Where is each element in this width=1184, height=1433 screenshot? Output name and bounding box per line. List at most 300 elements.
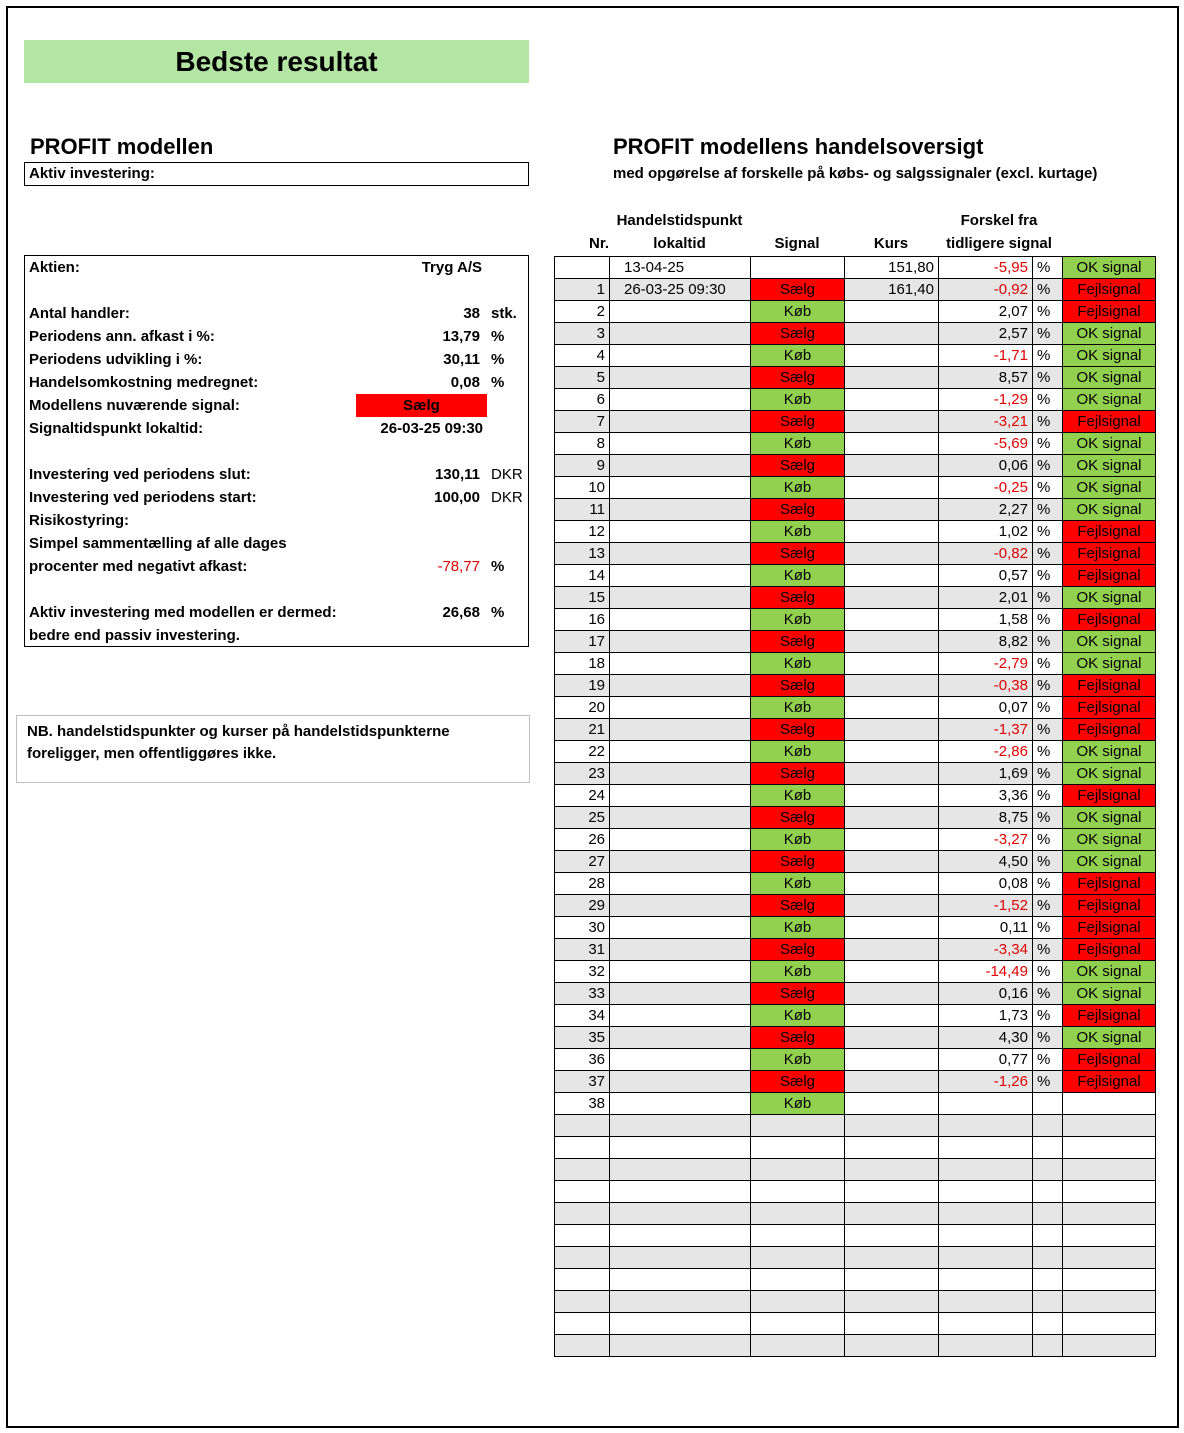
trade-timestamp xyxy=(610,455,751,477)
summary-row-aktien xyxy=(25,256,528,279)
trade-kurs xyxy=(845,323,939,345)
trade-timestamp xyxy=(610,983,751,1005)
trade-percent-sign xyxy=(1033,1247,1063,1269)
trade-difference xyxy=(939,1093,1033,1115)
trade-nr: 33 xyxy=(555,983,610,1005)
summary-label: Handelsomkostning medregnet: xyxy=(29,374,259,391)
trade-nr: 12 xyxy=(555,521,610,543)
table-row xyxy=(555,1181,1156,1203)
trade-difference: -1,71 xyxy=(939,345,1033,367)
summary-row-signaltidspunkt xyxy=(25,417,528,440)
table-row xyxy=(555,389,1156,411)
trade-result: Fejlsignal xyxy=(1063,279,1156,301)
trade-nr: 8 xyxy=(555,433,610,455)
trade-signal: Sælg xyxy=(751,499,845,521)
trade-difference: -1,37 xyxy=(939,719,1033,741)
trade-kurs xyxy=(845,895,939,917)
trade-signal: Sælg xyxy=(751,367,845,389)
trade-timestamp xyxy=(610,1181,751,1203)
nb-note: NB. handelstidspunkter og kurser på handelstidspunkterne foreligger, men offentliggøres ikke. xyxy=(16,715,530,783)
trade-difference: -1,29 xyxy=(939,389,1033,411)
trade-kurs xyxy=(845,499,939,521)
trade-timestamp xyxy=(610,1269,751,1291)
trade-nr: 31 xyxy=(555,939,610,961)
trade-result xyxy=(1063,1181,1156,1203)
trade-signal: Køb xyxy=(751,961,845,983)
trade-result xyxy=(1063,1093,1156,1115)
trade-nr: 29 xyxy=(555,895,610,917)
trade-signal: Køb xyxy=(751,785,845,807)
summary-label: Signaltidspunkt lokaltid: xyxy=(29,420,204,437)
trade-nr xyxy=(555,1115,610,1137)
trade-difference xyxy=(939,1335,1033,1357)
trade-nr: 20 xyxy=(555,697,610,719)
summary-row-dermed xyxy=(25,601,528,624)
trade-timestamp: 13-04-25 xyxy=(610,257,751,279)
trade-nr: 22 xyxy=(555,741,610,763)
trade-nr xyxy=(555,1159,610,1181)
trade-signal: Køb xyxy=(751,301,845,323)
trade-timestamp xyxy=(610,961,751,983)
table-row xyxy=(555,719,1156,741)
trade-timestamp xyxy=(610,829,751,851)
trade-nr xyxy=(555,1225,610,1247)
trade-kurs xyxy=(845,543,939,565)
trade-difference: 0,16 xyxy=(939,983,1033,1005)
trade-difference: 1,02 xyxy=(939,521,1033,543)
summary-value: 30,11 xyxy=(443,351,480,368)
trade-signal: Køb xyxy=(751,1005,845,1027)
trade-signal: Køb xyxy=(751,477,845,499)
table-row xyxy=(555,1247,1156,1269)
trade-timestamp xyxy=(610,719,751,741)
trade-difference: 2,07 xyxy=(939,301,1033,323)
trade-timestamp xyxy=(610,1247,751,1269)
trade-signal xyxy=(751,1313,845,1335)
trade-kurs xyxy=(845,345,939,367)
trade-difference xyxy=(939,1225,1033,1247)
trade-result: Fejlsignal xyxy=(1063,411,1156,433)
trade-timestamp xyxy=(610,477,751,499)
summary-box xyxy=(24,255,529,647)
header-diff-line2: tidligere signal xyxy=(946,235,1052,252)
trade-timestamp xyxy=(610,741,751,763)
trade-nr: 28 xyxy=(555,873,610,895)
trade-percent-sign: % xyxy=(1033,499,1063,521)
header-ts-line1: Handelstidspunkt xyxy=(616,212,743,229)
trade-difference: -5,95 xyxy=(939,257,1033,279)
trade-timestamp xyxy=(610,807,751,829)
trade-signal: Køb xyxy=(751,1093,845,1115)
trade-difference: 1,69 xyxy=(939,763,1033,785)
trade-kurs xyxy=(845,939,939,961)
trade-kurs xyxy=(845,807,939,829)
trade-kurs xyxy=(845,1093,939,1115)
trade-percent-sign: % xyxy=(1033,389,1063,411)
trade-result: OK signal xyxy=(1063,961,1156,983)
trade-timestamp xyxy=(610,543,751,565)
summary-label: Investering ved periodens start: xyxy=(29,489,257,506)
summary-unit: % xyxy=(491,558,505,575)
trade-nr: 27 xyxy=(555,851,610,873)
trade-kurs xyxy=(845,719,939,741)
trade-result: OK signal xyxy=(1063,807,1156,829)
trade-result: Fejlsignal xyxy=(1063,939,1156,961)
summary-row-signal xyxy=(25,394,528,417)
trade-timestamp xyxy=(610,895,751,917)
right-subheading: med opgørelse af forskelle på købs- og salgssignaler (excl. kurtage) xyxy=(613,165,1098,182)
trade-kurs xyxy=(845,301,939,323)
trade-kurs xyxy=(845,1225,939,1247)
trade-signal: Køb xyxy=(751,389,845,411)
trade-difference: 8,82 xyxy=(939,631,1033,653)
trade-nr xyxy=(555,257,610,279)
summary-row-risikostyring xyxy=(25,509,528,532)
trade-difference xyxy=(939,1115,1033,1137)
header-signal: Signal xyxy=(774,235,820,252)
trade-signal: Sælg xyxy=(751,851,845,873)
trade-kurs xyxy=(845,917,939,939)
table-row xyxy=(555,301,1156,323)
trade-result xyxy=(1063,1313,1156,1335)
trade-percent-sign: % xyxy=(1033,675,1063,697)
trade-nr xyxy=(555,1335,610,1357)
summary-row-start xyxy=(25,486,528,509)
table-row xyxy=(555,895,1156,917)
trade-difference: 2,27 xyxy=(939,499,1033,521)
trade-signal: Sælg xyxy=(751,587,845,609)
trade-difference: -0,92 xyxy=(939,279,1033,301)
table-row xyxy=(555,1005,1156,1027)
trade-nr xyxy=(555,1269,610,1291)
trade-difference: 0,07 xyxy=(939,697,1033,719)
trade-percent-sign: % xyxy=(1033,609,1063,631)
trade-difference: -2,79 xyxy=(939,653,1033,675)
summary-value: 13,79 xyxy=(442,328,480,345)
table-row xyxy=(555,455,1156,477)
trade-timestamp xyxy=(610,521,751,543)
trade-result: Fejlsignal xyxy=(1063,1049,1156,1071)
trade-result: Fejlsignal xyxy=(1063,1005,1156,1027)
table-row xyxy=(555,543,1156,565)
trade-percent-sign xyxy=(1033,1313,1063,1335)
summary-value: 100,00 xyxy=(434,489,480,506)
table-row xyxy=(555,1049,1156,1071)
trade-signal: Sælg xyxy=(751,631,845,653)
summary-label: Modellens nuværende signal: xyxy=(29,397,240,414)
summary-unit: DKR xyxy=(491,466,523,483)
trade-result: Fejlsignal xyxy=(1063,785,1156,807)
trade-result xyxy=(1063,1335,1156,1357)
right-heading: PROFIT modellens handelsoversigt xyxy=(613,134,984,159)
trade-percent-sign: % xyxy=(1033,829,1063,851)
trade-signal: Sælg xyxy=(751,675,845,697)
trade-timestamp xyxy=(610,917,751,939)
trade-result: OK signal xyxy=(1063,763,1156,785)
trade-nr xyxy=(555,1181,610,1203)
trade-percent-sign xyxy=(1033,1093,1063,1115)
trade-timestamp xyxy=(610,939,751,961)
trade-difference: 0,57 xyxy=(939,565,1033,587)
trade-nr xyxy=(555,1247,610,1269)
table-row xyxy=(555,1093,1156,1115)
trade-nr: 15 xyxy=(555,587,610,609)
header-kurs: Kurs xyxy=(873,235,909,252)
trade-nr: 4 xyxy=(555,345,610,367)
trade-nr xyxy=(555,1313,610,1335)
table-row xyxy=(555,609,1156,631)
trade-result: Fejlsignal xyxy=(1063,301,1156,323)
trade-nr xyxy=(555,1203,610,1225)
trade-timestamp: 26-03-25 09:30 xyxy=(610,279,751,301)
trade-percent-sign xyxy=(1033,1137,1063,1159)
table-row xyxy=(555,1225,1156,1247)
trade-result: OK signal xyxy=(1063,631,1156,653)
table-row xyxy=(555,807,1156,829)
trade-kurs xyxy=(845,829,939,851)
trade-result: Fejlsignal xyxy=(1063,873,1156,895)
header-ts-line2: lokaltid xyxy=(653,235,706,252)
trade-percent-sign: % xyxy=(1033,961,1063,983)
trade-signal xyxy=(751,1181,845,1203)
summary-row-udvikling xyxy=(25,348,528,371)
trade-result: Fejlsignal xyxy=(1063,565,1156,587)
trade-kurs: 151,80 xyxy=(845,257,939,279)
trade-timestamp xyxy=(610,565,751,587)
trade-difference: 4,30 xyxy=(939,1027,1033,1049)
trade-timestamp xyxy=(610,1225,751,1247)
trade-timestamp xyxy=(610,631,751,653)
trade-difference: 3,36 xyxy=(939,785,1033,807)
trade-timestamp xyxy=(610,697,751,719)
trade-percent-sign: % xyxy=(1033,763,1063,785)
trade-nr: 5 xyxy=(555,367,610,389)
trade-difference: 4,50 xyxy=(939,851,1033,873)
trade-difference xyxy=(939,1247,1033,1269)
summary-label: procenter med negativt afkast: xyxy=(29,558,248,575)
summary-value: 26,68 xyxy=(442,604,480,621)
trade-difference xyxy=(939,1137,1033,1159)
trade-kurs xyxy=(845,1269,939,1291)
trade-kurs xyxy=(845,411,939,433)
trade-result: Fejlsignal xyxy=(1063,521,1156,543)
table-row xyxy=(555,983,1156,1005)
trade-nr: 23 xyxy=(555,763,610,785)
trade-percent-sign: % xyxy=(1033,697,1063,719)
table-row xyxy=(555,587,1156,609)
trade-percent-sign xyxy=(1033,1115,1063,1137)
trade-result: OK signal xyxy=(1063,829,1156,851)
trade-kurs xyxy=(845,587,939,609)
table-row xyxy=(555,675,1156,697)
table-row xyxy=(555,785,1156,807)
trade-nr: 32 xyxy=(555,961,610,983)
trade-kurs xyxy=(845,455,939,477)
summary-row-ann-afkast xyxy=(25,325,528,348)
summary-unit: % xyxy=(491,328,505,345)
trade-kurs xyxy=(845,1005,939,1027)
trade-kurs xyxy=(845,1049,939,1071)
table-row xyxy=(555,1313,1156,1335)
table-row xyxy=(555,961,1156,983)
trade-nr xyxy=(555,1137,610,1159)
summary-label: Aktiv investering med modellen er dermed: xyxy=(29,604,337,621)
trade-nr: 25 xyxy=(555,807,610,829)
trade-signal xyxy=(751,1203,845,1225)
trade-nr: 38 xyxy=(555,1093,610,1115)
trade-percent-sign: % xyxy=(1033,411,1063,433)
table-row xyxy=(555,851,1156,873)
trade-nr: 2 xyxy=(555,301,610,323)
header-nr: Nr. xyxy=(588,235,609,252)
trade-result xyxy=(1063,1269,1156,1291)
trade-result: OK signal xyxy=(1063,983,1156,1005)
trade-difference: 2,01 xyxy=(939,587,1033,609)
summary-label: Aktien: xyxy=(29,259,80,276)
trade-nr: 34 xyxy=(555,1005,610,1027)
trade-timestamp xyxy=(610,785,751,807)
trade-kurs xyxy=(845,1203,939,1225)
trade-kurs xyxy=(845,1335,939,1357)
trade-signal xyxy=(751,1335,845,1357)
trade-difference: -1,26 xyxy=(939,1071,1033,1093)
table-row xyxy=(555,521,1156,543)
trade-percent-sign: % xyxy=(1033,587,1063,609)
trade-difference xyxy=(939,1313,1033,1335)
summary-label: Periodens ann. afkast i %: xyxy=(29,328,215,345)
trade-signal: Sælg xyxy=(751,719,845,741)
trade-nr: 19 xyxy=(555,675,610,697)
trade-timestamp xyxy=(610,587,751,609)
trade-percent-sign: % xyxy=(1033,433,1063,455)
trade-signal: Sælg xyxy=(751,1027,845,1049)
trade-kurs xyxy=(845,653,939,675)
table-row xyxy=(555,411,1156,433)
summary-row-bedre xyxy=(25,624,528,647)
trade-percent-sign: % xyxy=(1033,741,1063,763)
trade-kurs xyxy=(845,873,939,895)
trade-signal xyxy=(751,1137,845,1159)
trade-timestamp xyxy=(610,873,751,895)
trade-percent-sign: % xyxy=(1033,323,1063,345)
trade-nr: 13 xyxy=(555,543,610,565)
trade-difference: 0,08 xyxy=(939,873,1033,895)
trade-kurs xyxy=(845,983,939,1005)
summary-row-slut xyxy=(25,463,528,486)
trade-result xyxy=(1063,1225,1156,1247)
trade-result: Fejlsignal xyxy=(1063,917,1156,939)
trade-percent-sign: % xyxy=(1033,807,1063,829)
table-row xyxy=(555,257,1156,279)
trade-timestamp xyxy=(610,1313,751,1335)
trade-timestamp xyxy=(610,301,751,323)
trade-percent-sign: % xyxy=(1033,785,1063,807)
trade-difference: -3,27 xyxy=(939,829,1033,851)
summary-row-simpel xyxy=(25,532,528,555)
trade-difference: 0,06 xyxy=(939,455,1033,477)
trade-percent-sign: % xyxy=(1033,851,1063,873)
summary-value: 26-03-25 09:30 xyxy=(380,420,483,437)
table-row xyxy=(555,367,1156,389)
trade-result: OK signal xyxy=(1063,367,1156,389)
trade-percent-sign: % xyxy=(1033,1049,1063,1071)
summary-unit: % xyxy=(491,604,505,621)
trade-timestamp xyxy=(610,763,751,785)
trade-percent-sign: % xyxy=(1033,1027,1063,1049)
summary-value: Tryg A/S xyxy=(421,259,482,276)
trade-result: OK signal xyxy=(1063,345,1156,367)
trade-difference: -0,25 xyxy=(939,477,1033,499)
table-row xyxy=(555,477,1156,499)
trade-signal xyxy=(751,1115,845,1137)
trade-difference: -3,21 xyxy=(939,411,1033,433)
trade-result: OK signal xyxy=(1063,433,1156,455)
trade-signal: Køb xyxy=(751,741,845,763)
trade-difference xyxy=(939,1269,1033,1291)
trade-timestamp xyxy=(610,1027,751,1049)
trade-timestamp xyxy=(610,653,751,675)
trade-percent-sign xyxy=(1033,1203,1063,1225)
trade-signal: Sælg xyxy=(751,543,845,565)
trade-nr: 36 xyxy=(555,1049,610,1071)
trade-kurs xyxy=(845,367,939,389)
table-row xyxy=(555,917,1156,939)
trade-difference: -1,52 xyxy=(939,895,1033,917)
trade-difference: 0,11 xyxy=(939,917,1033,939)
trade-signal xyxy=(751,1291,845,1313)
trade-nr: 21 xyxy=(555,719,610,741)
table-row xyxy=(555,1269,1156,1291)
trade-signal: Sælg xyxy=(751,763,845,785)
trade-result: OK signal xyxy=(1063,323,1156,345)
trade-percent-sign: % xyxy=(1033,983,1063,1005)
trade-percent-sign xyxy=(1033,1335,1063,1357)
trade-difference: 2,57 xyxy=(939,323,1033,345)
trade-nr: 24 xyxy=(555,785,610,807)
table-row xyxy=(555,741,1156,763)
trade-signal: Sælg xyxy=(751,983,845,1005)
trade-nr: 3 xyxy=(555,323,610,345)
trade-signal: Køb xyxy=(751,521,845,543)
trade-timestamp xyxy=(610,675,751,697)
trade-signal: Køb xyxy=(751,829,845,851)
summary-label: bedre end passiv investering. xyxy=(29,627,240,644)
trade-kurs xyxy=(845,1071,939,1093)
table-row xyxy=(555,279,1156,301)
trade-difference: -0,82 xyxy=(939,543,1033,565)
trade-kurs xyxy=(845,1313,939,1335)
trade-difference xyxy=(939,1203,1033,1225)
table-row xyxy=(555,873,1156,895)
trade-timestamp xyxy=(610,411,751,433)
trade-timestamp xyxy=(610,433,751,455)
trade-signal xyxy=(751,1159,845,1181)
trade-timestamp xyxy=(610,1335,751,1357)
summary-value: 0,08 xyxy=(450,374,480,391)
trade-result: OK signal xyxy=(1063,653,1156,675)
trade-signal: Sælg xyxy=(751,807,845,829)
trade-difference xyxy=(939,1291,1033,1313)
table-row xyxy=(555,345,1156,367)
trade-result: OK signal xyxy=(1063,389,1156,411)
summary-value: 130,11 xyxy=(434,466,480,483)
trade-signal xyxy=(751,1269,845,1291)
summary-row-handelsomkostning xyxy=(25,371,528,394)
trade-result: OK signal xyxy=(1063,257,1156,279)
trade-result xyxy=(1063,1137,1156,1159)
trade-difference: -2,86 xyxy=(939,741,1033,763)
trade-percent-sign xyxy=(1033,1269,1063,1291)
